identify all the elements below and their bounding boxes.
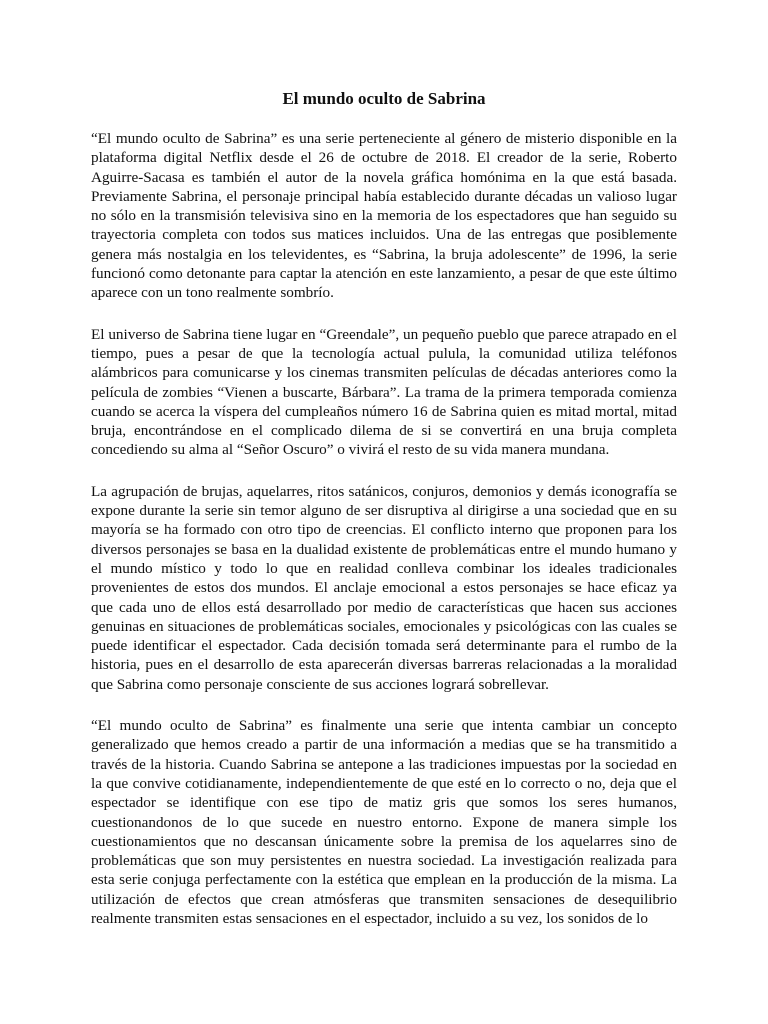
document-title: El mundo oculto de Sabrina [282,89,486,108]
paragraph-4: “El mundo oculto de Sabrina” es finalmente una serie que intenta cambiar un concepto generalizado que hemos creado a partir de una información a medias que se ha transmitido a través de la historia. Cuando Sabrina se antepone a las tradiciones impuestas por la sociedad en la que convive cotidianamente, independientemente de que esté en lo correcto o no, deja que el espectador se identifique con ese tipo de matiz gris que somos los seres humanos, cuestionandonos de lo que sucede en nuestro entorno. Expone de manera simple los cuestionamientos que no descansan únicamente sobre la premisa de los aquelarres sino de problemáticas que son muy persistentes en nuestra sociedad. La investigación realizada para esta serie conjuga perfectamente con la estética que emplean en la producción de la misma. La utilización de efectos que crean atmósferas que transmiten sensaciones de desequilibrio realmente transmiten estas sensaciones en el espectador, incluido a su vez, los sonidos de lo [91,717,677,927]
paragraph-1: “El mundo oculto de Sabrina” es una serie perteneciente al género de misterio disponible en la plataforma digital Netflix desde el 26 de octubre de 2018. El creador de la serie, Roberto Aguirre-Sacasa es también el autor de la novela gráfica homónima en la que está basada. Previamente Sabrina, el personaje principal había establecido durante décadas un valioso lugar no sólo en la transmisión televisiva sino en la memoria de los espectadores que han seguido su trayectoria completa con todos sus matices incluidos. Una de las entregas que posiblemente genera más nostalgia en los televidentes, es “Sabrina, la bruja adolescente” de 1996, la serie funcionó como detonante para captar la atención en este lanzamiento, a pesar de que este último aparece con un tono realmente sombrío. [91,130,677,302]
paragraph-3: La agrupación de brujas, aquelarres, ritos satánicos, conjuros, demonios y demás iconografía se expone durante la serie sin temor alguno de ser disruptiva al dirigirse a una sociedad que en su mayoría se ha formado con otro tipo de creencias. El conflicto interno que proponen para los diversos personajes se basa en la dualidad existente de problemáticas entre el mundo humano y el mundo místico y todo lo que en realidad conlleva combinar los ideales tradicionales provenientes de estos dos mundos. El anclaje emocional a estos personajes se hace eficaz ya que cada uno de ellos está desarrollado por medio de características que hacen sus acciones genuinas en situaciones de problemáticas sociales, emocionales y psicológicas con las cuales se puede identificar el espectador. Cada decisión tomada será determinante para el rumbo de la historia, pues en el desarrollo de esta aparecerán diversas barreras relacionadas a la moralidad que Sabrina como personaje consciente de sus acciones logrará sobrellevar. [91,482,677,693]
paragraph-2: El universo de Sabrina tiene lugar en “Greendale”, un pequeño pueblo que parece atrapado en el tiempo, pues a pesar de que la tecnología actual pulula, la comunidad utiliza teléfonos alámbricos para comunicarse y los cinemas transmiten películas de décadas anteriores como la película de zombies “Vienen a buscarte, Bárbara”. La trama de la primera temporada comienza cuando se acerca la víspera del cumpleaños número 16 de Sabrina quien es mitad mortal, mitad bruja, encontrándose en el complicado dilema de si se convertirá en una bruja completa concediendo su alma al “Señor Oscuro” o vivirá el resto de su vida manera mundana. [91,325,677,459]
document-body [91,129,677,950]
